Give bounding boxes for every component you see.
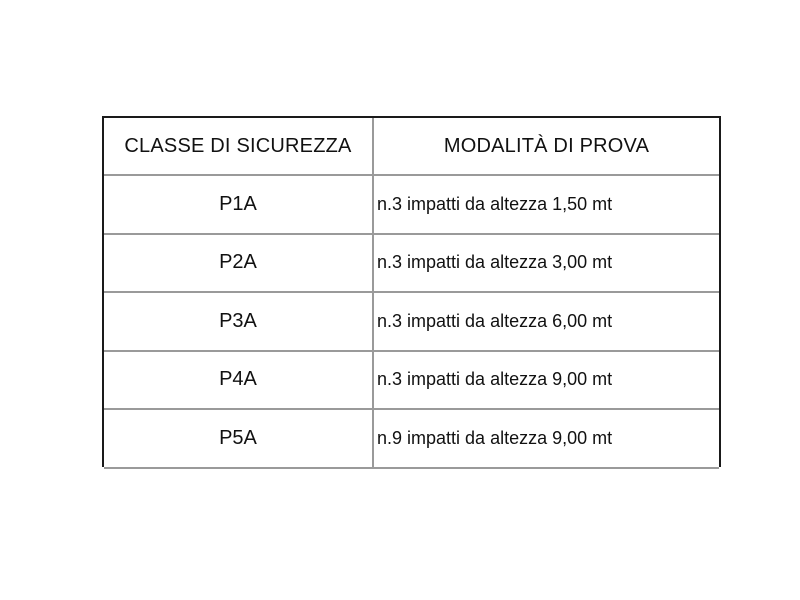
security-class-table (102, 116, 721, 467)
header-security-class: CLASSE DI SICUREZZA (104, 118, 374, 174)
class-cell: P2A (104, 235, 374, 292)
table-row (104, 293, 719, 352)
class-cell: P3A (104, 293, 374, 350)
table-row (104, 352, 719, 411)
test-cell: n.3 impatti da altezza 3,00 mt (377, 252, 613, 273)
class-cell: P5A (104, 410, 374, 467)
table-header-row (104, 118, 719, 176)
table-row (104, 235, 719, 294)
test-cell: n.3 impatti da altezza 9,00 mt (377, 369, 613, 390)
test-cell: n.3 impatti da altezza 6,00 mt (377, 310, 613, 331)
class-cell: P4A (104, 352, 374, 409)
test-cell: n.9 impatti da altezza 9,00 mt (377, 428, 613, 448)
test-cell: n.3 impatti da altezza 1,50 mt (377, 193, 613, 214)
table-row (104, 410, 719, 469)
class-cell: P1A (104, 176, 374, 233)
table-row (104, 176, 719, 235)
header-test-method: MODALITÀ DI PROVA (443, 134, 650, 157)
